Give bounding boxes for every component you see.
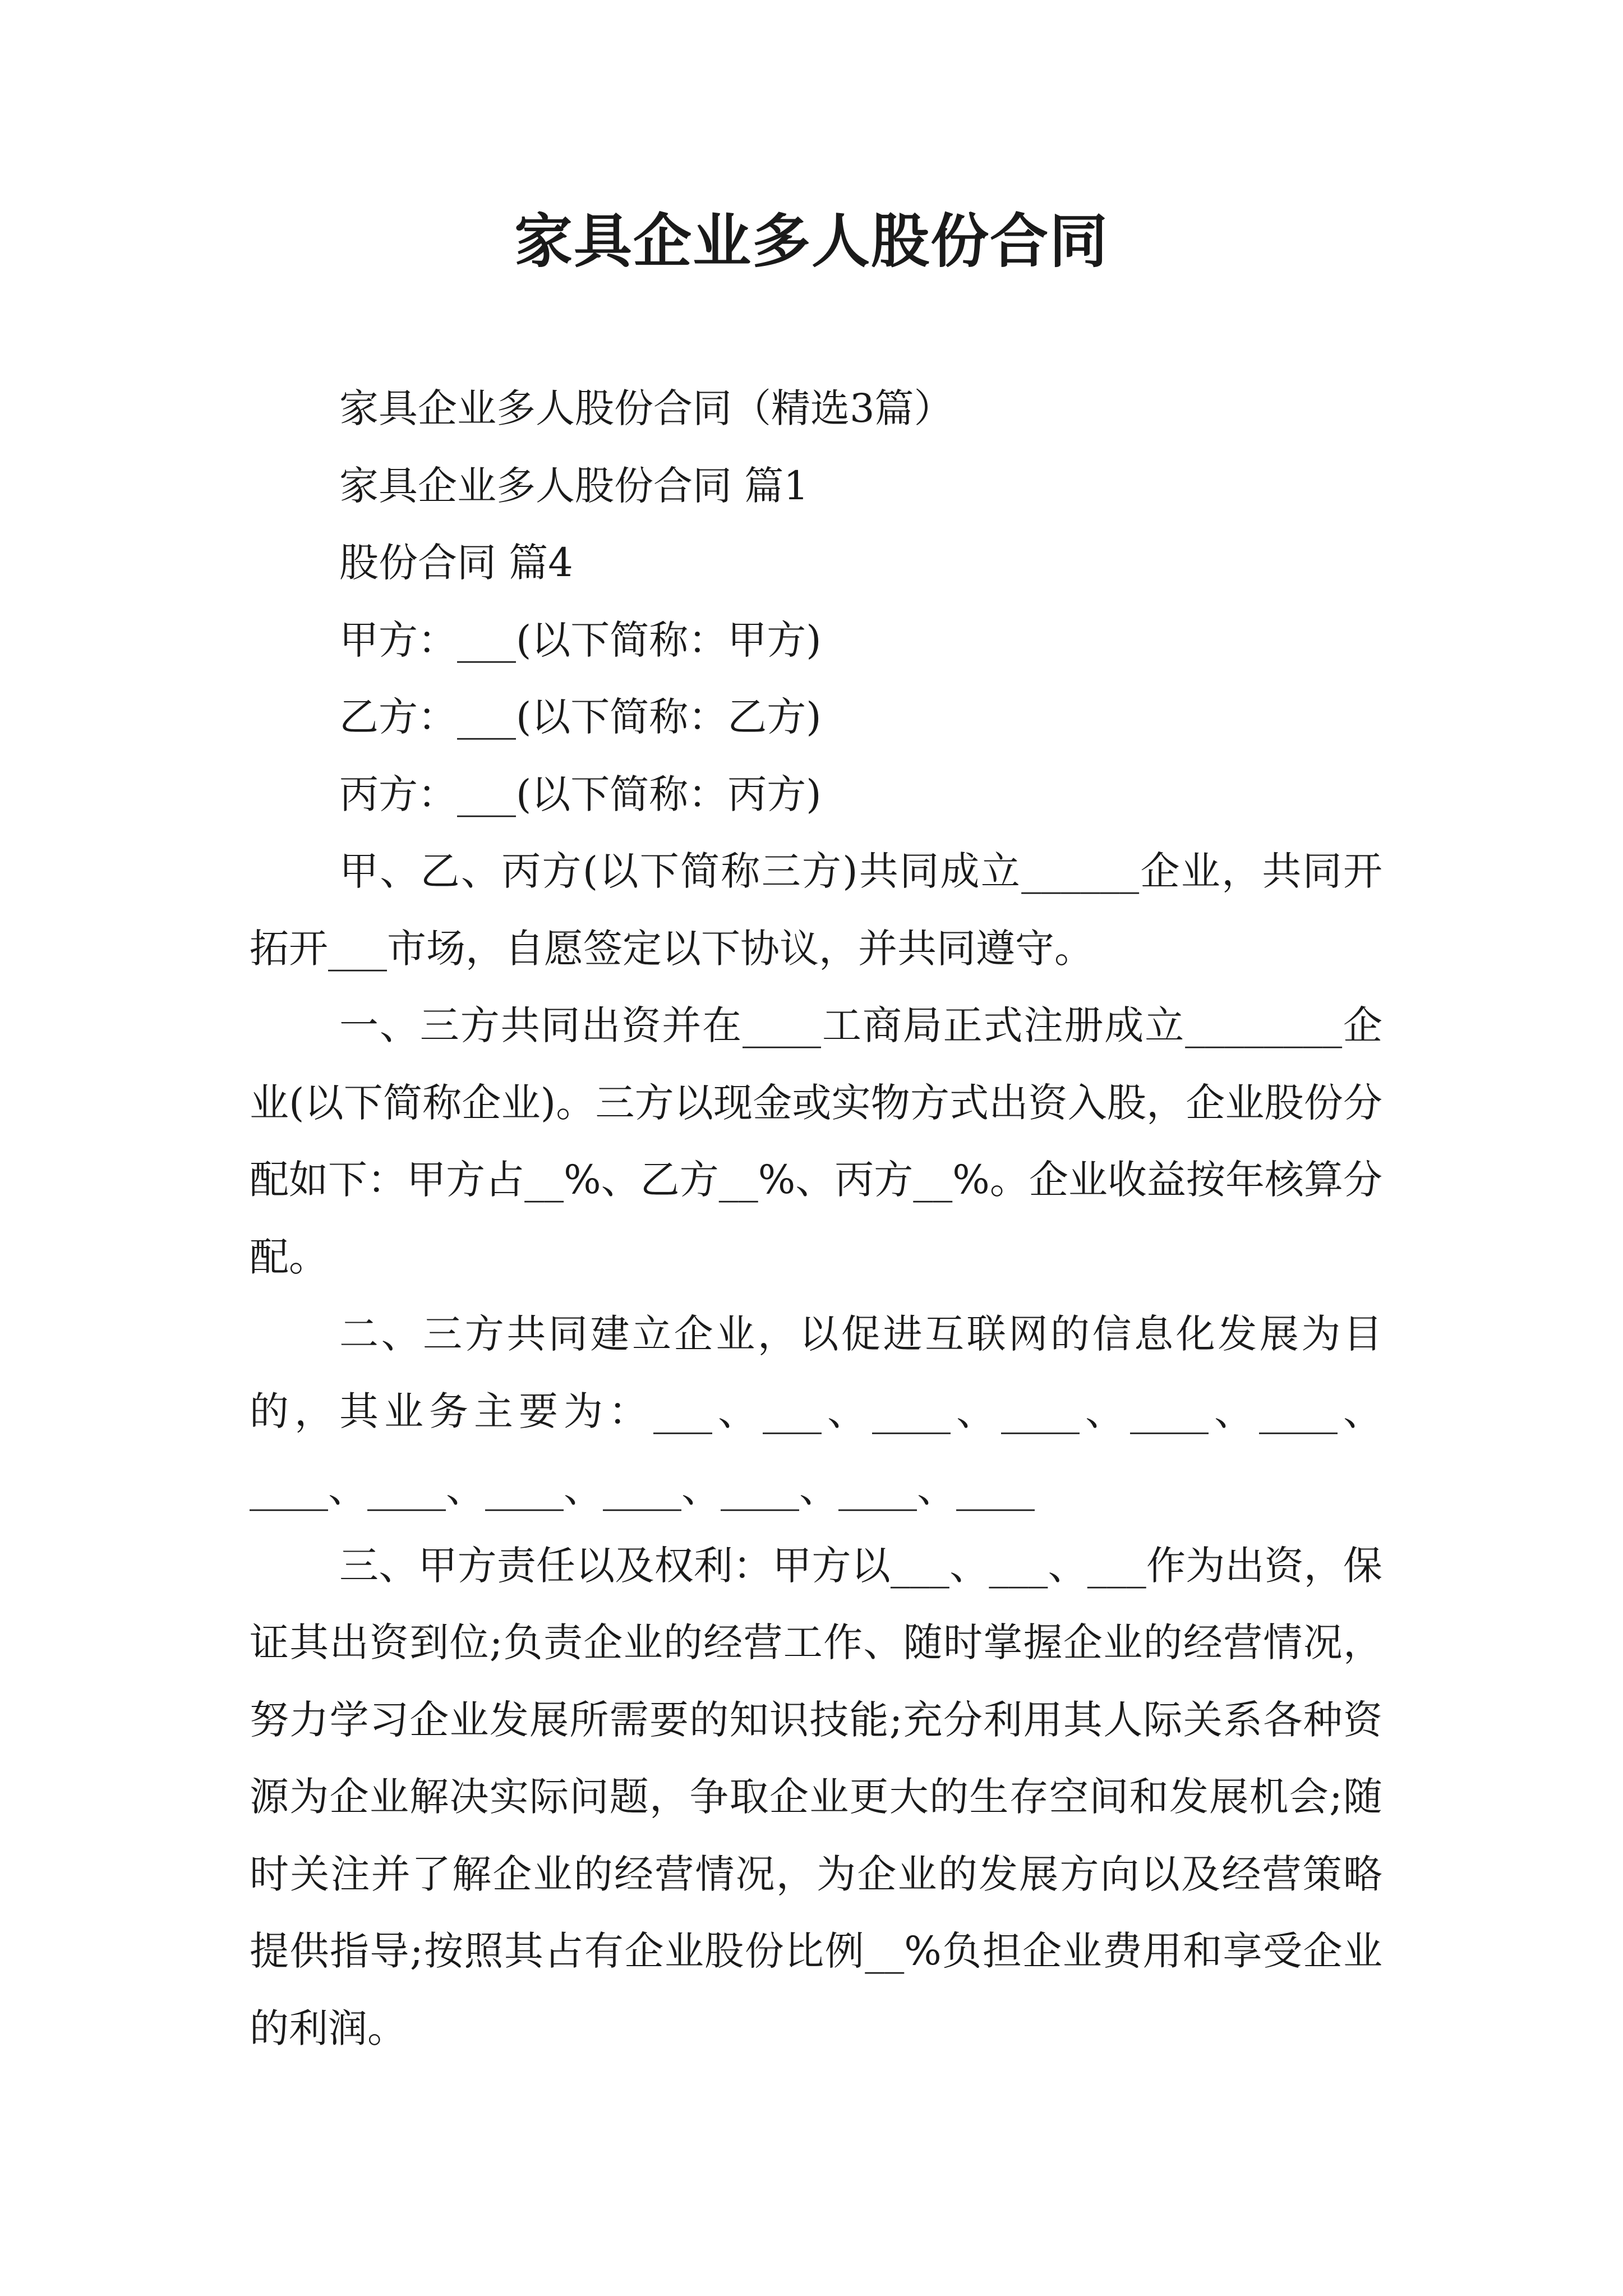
- party-b-line: 乙方：___(以下简称：乙方): [339, 694, 822, 740]
- clause-2-paragraph: 二、三方共同建立企业，以促进互联网的信息化发展为目的，其业务主要为：___、___、____、____、____、____、____、____、____、____、____、____、____: [250, 1311, 1382, 1511]
- subtitle-line: 家具企业多人股份合同（精选3篇）: [339, 385, 953, 431]
- document-body: [250, 370, 1382, 2067]
- document-title: 家具企业多人股份合同: [514, 206, 1109, 275]
- party-a-line: 甲方：___(以下简称：甲方): [339, 616, 822, 663]
- contract-heading: 股份合同 篇4: [339, 540, 573, 586]
- section-heading: 家具企业多人股份合同 篇1: [339, 462, 809, 509]
- preamble-paragraph: 甲、乙、丙方(以下简称三方)共同成立______企业，共同开拓开___市场，自愿签定以下协议，并共同遵守。: [250, 848, 1382, 972]
- clause-1-paragraph: 一、三方共同出资并在____工商局正式注册成立________企业(以下简称企业)。三方以现金或实物方式出资入股，企业股份分配如下：甲方占__%、乙方__%、丙方__%。企业收益按年核算分配。: [250, 1002, 1382, 1280]
- clause-3-paragraph: 三、甲方责任以及权利：甲方以___、___、___作为出资，保证其出资到位;负责企业的经营工作、随时掌握企业的经营情况，努力学习企业发展所需要的知识技能;充分利用其人际关系各种资源为企业解决实际问题，争取企业更大的生存空间和发展机会;随时关注并了解企业的经营情况，为企业的发展方向以及经营策略提供指导;按照其占有企业股份比例__%负担企业费用和享受企业的利润。: [250, 1542, 1382, 2051]
- party-c-line: 丙方：___(以下简称：丙方): [339, 771, 822, 817]
